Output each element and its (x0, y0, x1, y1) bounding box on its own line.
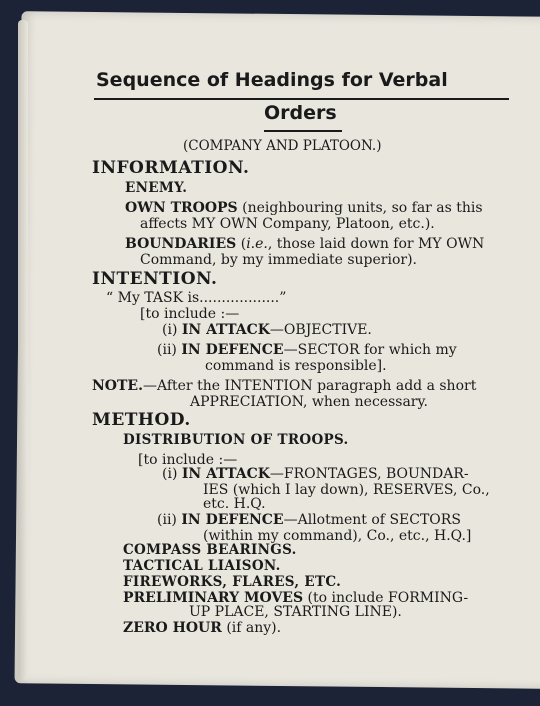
zero-hour-label: ZERO HOUR (123, 620, 222, 636)
subtitle: (COMPANY AND PLATOON.) (183, 138, 382, 154)
book-spine-shadow (18, 20, 28, 680)
subheading-tactical: TACTICAL LIAISON. (123, 558, 281, 574)
boundaries-label: BOUNDARIES (125, 236, 237, 252)
intention-attack-label: IN ATTACK (181, 322, 270, 338)
intention-include: [to include :— (140, 306, 240, 322)
intention-attack-num: (i) (162, 322, 178, 338)
subheading-distribution: DISTRIBUTION OF TROOPS. (123, 432, 349, 448)
method-defence-text-2: (within my command), Co., etc., H.Q.] (203, 528, 472, 544)
boundaries-text-1: , those laid down for MY OWN (267, 236, 485, 252)
note-label: NOTE. (92, 378, 143, 394)
method-attack-num: (i) (162, 466, 178, 482)
own-troops-text-2: affects MY OWN Company, Platoon, etc.). (140, 216, 435, 232)
boundaries-paren: ( (240, 236, 247, 252)
boundaries-text-2: Command, by my immediate superior). (140, 252, 417, 268)
zero-hour-text: (if any). (226, 620, 282, 636)
intention-defence-label: IN DEFENCE (181, 342, 284, 358)
intention-defence-text-1: —SECTOR for which my (283, 342, 457, 358)
title-rule-2 (264, 130, 342, 132)
heading-information: INFORMATION. (92, 158, 250, 178)
method-attack-text-1: —FRONTAGES, BOUNDAR- (269, 466, 469, 482)
intention-defence-num: (ii) (157, 342, 177, 358)
boundaries-line-1 (125, 236, 484, 252)
intention-attack-text: —OBJECTIVE. (269, 322, 372, 338)
boundaries-ie: i.e. (246, 236, 268, 252)
preliminary-label: PRELIMINARY MOVES (123, 590, 304, 606)
method-attack-line (162, 466, 469, 482)
note-line-1 (92, 378, 476, 394)
preliminary-text-1: (to include FORMING- (307, 590, 469, 606)
zero-hour-line (123, 620, 281, 636)
intention-attack-line (162, 322, 372, 338)
method-attack-text-2: IES (which I lay down), RESERVES, Co., (203, 482, 490, 498)
method-defence-text-1: —Allotment of SECTORS (283, 512, 461, 528)
method-attack-label: IN ATTACK (181, 466, 270, 482)
note-text-2: APPRECIATION, when necessary. (190, 394, 428, 410)
intention-defence-line (157, 342, 457, 358)
method-include: [to include :— (138, 452, 238, 468)
method-attack-text-3: etc. H.Q. (203, 496, 266, 512)
heading-intention: INTENTION. (92, 269, 218, 289)
subheading-compass: COMPASS BEARINGS. (123, 542, 297, 558)
subheading-fireworks: FIREWORKS, FLARES, ETC. (123, 574, 342, 590)
method-defence-num: (ii) (157, 512, 177, 528)
heading-method: METHOD. (92, 410, 191, 430)
intention-task: “ My TASK is..................” (106, 290, 287, 306)
method-defence-label: IN DEFENCE (181, 512, 284, 528)
method-defence-line (157, 512, 461, 528)
note-text-1: —After the INTENTION paragraph add a short (142, 378, 477, 394)
own-troops-text-1: (neighbouring units, so far as this (242, 200, 483, 216)
own-troops-line-1 (125, 200, 483, 216)
preliminary-text-2: UP PLACE, STARTING LINE). (189, 604, 402, 620)
intention-defence-text-2: command is responsible]. (205, 358, 387, 374)
title-rule-1 (94, 98, 509, 100)
title-line-2: Orders (264, 102, 337, 124)
title-line-1: Sequence of Headings for Verbal (96, 69, 448, 91)
own-troops-label: OWN TROOPS (125, 200, 238, 216)
subheading-enemy: ENEMY. (125, 180, 188, 196)
